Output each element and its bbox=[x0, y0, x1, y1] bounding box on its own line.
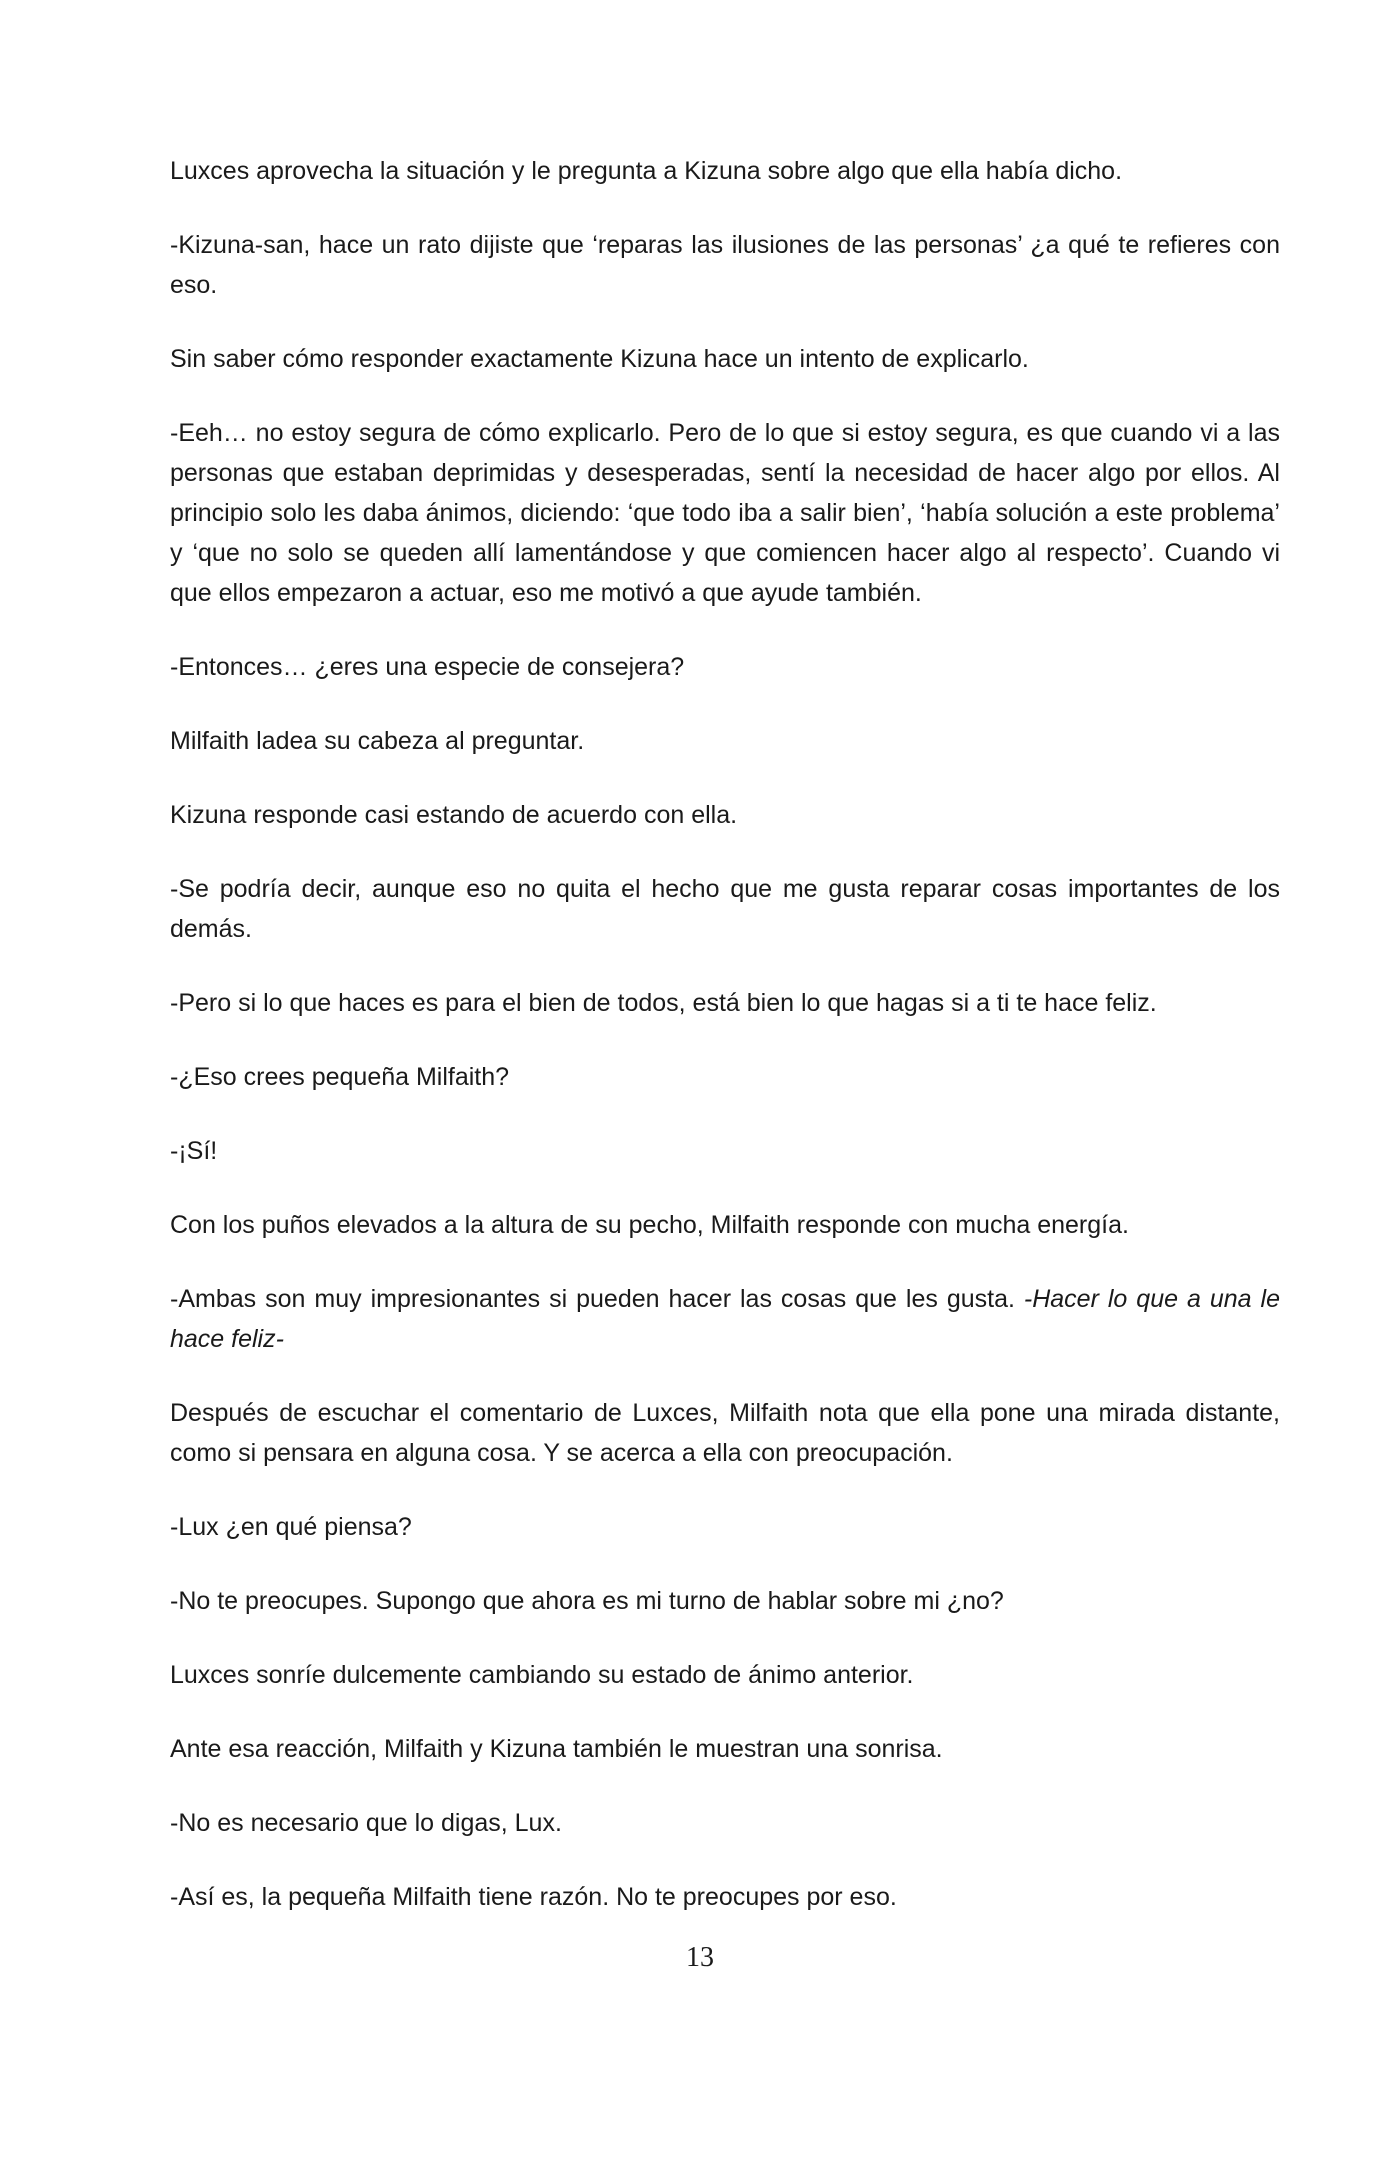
paragraph: -¡Sí! bbox=[170, 1137, 218, 1165]
page-body-text bbox=[170, 151, 1280, 1917]
paragraph: -Así es, la pequeña Milfaith tiene razón. No te preocupes por eso. bbox=[170, 1883, 897, 1911]
paragraph: -Ambas son muy impresionantes si pueden hacer las cosas que les gusta. -Hacer lo que a una le hace feliz- bbox=[170, 1285, 1280, 1353]
paragraph: Después de escuchar el comentario de Luxces, Milfaith nota que ella pone una mirada distante, como si pensara en alguna cosa. Y se acerca a ella con preocupación. bbox=[170, 1399, 1280, 1467]
paragraph: -Kizuna-san, hace un rato dijiste que ‘reparas las ilusiones de las personas’ ¿a qué te refieres con eso. bbox=[170, 231, 1280, 299]
paragraph: -No te preocupes. Supongo que ahora es mi turno de hablar sobre mi ¿no? bbox=[170, 1587, 1004, 1615]
paragraph: Sin saber cómo responder exactamente Kizuna hace un intento de explicarlo. bbox=[170, 345, 1029, 373]
paragraph: -Lux ¿en qué piensa? bbox=[170, 1513, 412, 1541]
paragraph: -No es necesario que lo digas, Lux. bbox=[170, 1809, 562, 1837]
paragraph: Luxces sonríe dulcemente cambiando su estado de ánimo anterior. bbox=[170, 1661, 914, 1689]
paragraph: Ante esa reacción, Milfaith y Kizuna también le muestran una sonrisa. bbox=[170, 1735, 943, 1763]
paragraph: Milfaith ladea su cabeza al preguntar. bbox=[170, 727, 585, 755]
paragraph: -Eeh… no estoy segura de cómo explicarlo. Pero de lo que si estoy segura, es que cuando vi a las personas que estaban deprimidas y desesperadas, sentí la necesidad de hacer algo por ellos. Al principio solo les daba ánimos, diciendo: ‘que todo iba a salir bien’, ‘había solución a este problema’ y ‘que no solo se queden allí lamentándose y que comiencen hacer algo al respecto’. Cuando vi que ellos empezaron a actuar, eso me motivó a que ayude también. bbox=[170, 419, 1280, 607]
italic-thought: -Hacer lo que a una le hace feliz- bbox=[170, 1285, 1280, 1353]
paragraph: -Se podría decir, aunque eso no quita el hecho que me gusta reparar cosas importantes de los demás. bbox=[170, 875, 1280, 943]
page-number: 13 bbox=[686, 1942, 714, 1973]
paragraph: Con los puños elevados a la altura de su pecho, Milfaith responde con mucha energía. bbox=[170, 1211, 1129, 1239]
paragraph: Kizuna responde casi estando de acuerdo con ella. bbox=[170, 801, 738, 829]
paragraph: -¿Eso crees pequeña Milfaith? bbox=[170, 1063, 510, 1091]
paragraph: -Entonces… ¿eres una especie de consejera? bbox=[170, 653, 685, 681]
paragraph: Luxces aprovecha la situación y le pregunta a Kizuna sobre algo que ella había dicho. bbox=[170, 157, 1123, 185]
paragraph: -Pero si lo que haces es para el bien de todos, está bien lo que hagas si a ti te hace feliz. bbox=[170, 989, 1157, 1017]
